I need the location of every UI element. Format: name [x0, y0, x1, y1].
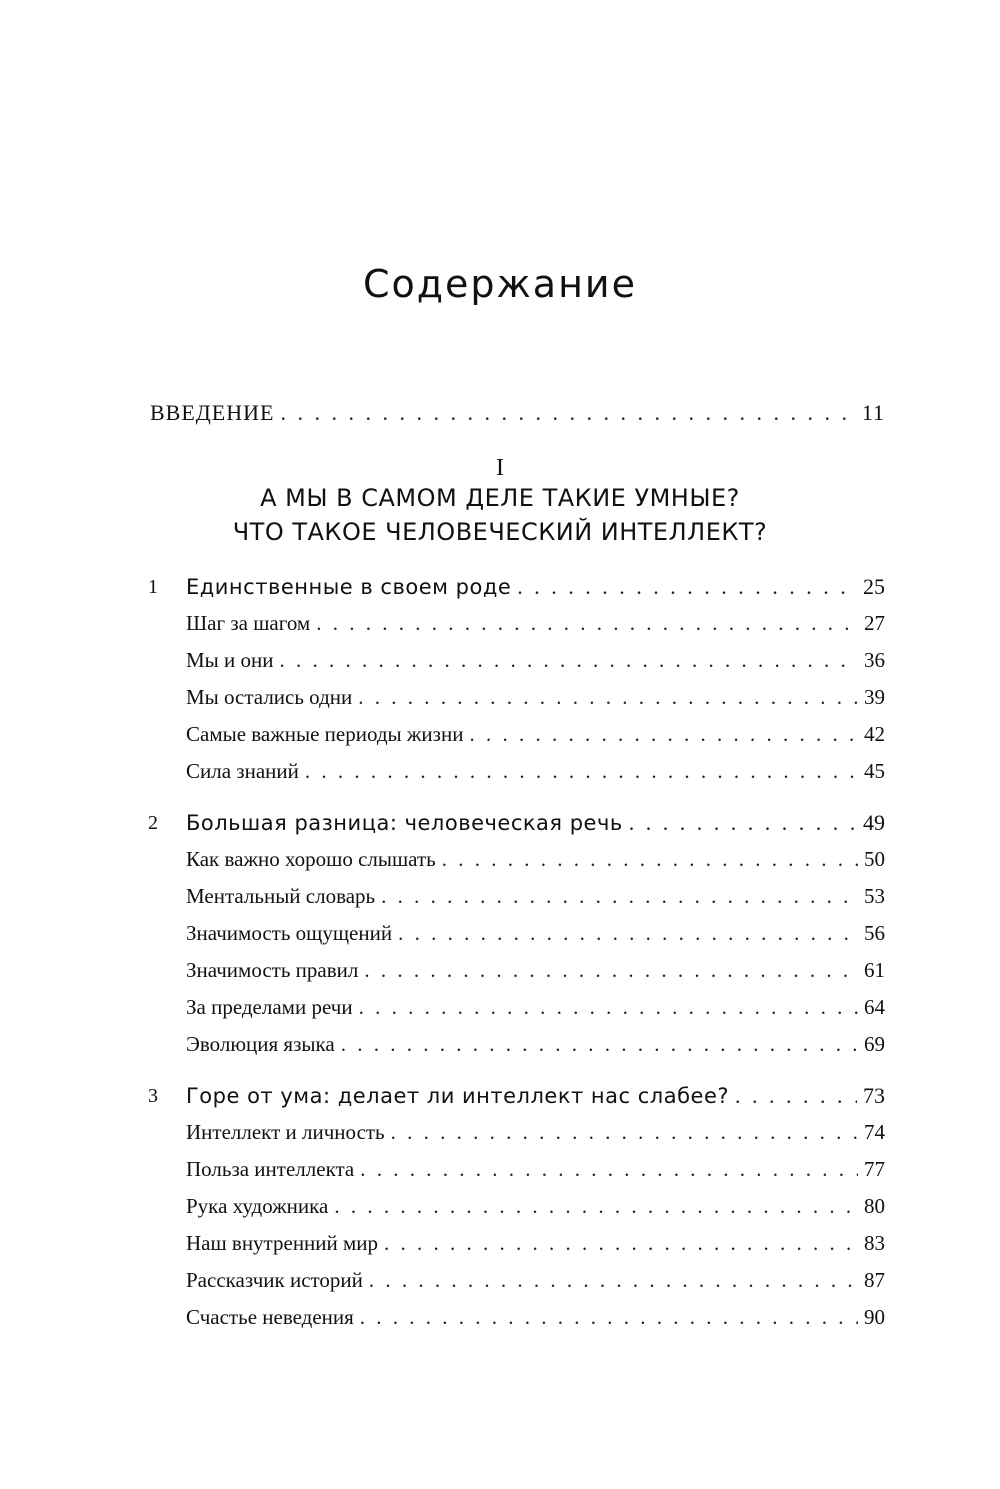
- section-entry: [186, 722, 885, 747]
- dot-leader: [442, 847, 858, 872]
- entry-page-number: 53: [864, 884, 885, 908]
- chapter-entry: [186, 574, 885, 600]
- part-number: I: [496, 455, 504, 481]
- entry-page-number: 39: [864, 685, 885, 709]
- section-entry: [186, 685, 885, 710]
- section-entry: [186, 847, 885, 872]
- dot-leader: [305, 759, 858, 784]
- entry-page-number: 50: [864, 847, 885, 871]
- entry-page-number: 56: [864, 921, 885, 945]
- chapter-number: 3: [148, 1085, 158, 1107]
- entry-page-number: 49: [863, 810, 885, 835]
- part-title-line-1: А МЫ В САМОМ ДЕЛЕ ТАКИЕ УМНЫЕ?: [260, 484, 740, 512]
- page-title: Содержание: [363, 262, 637, 306]
- section-title: Эволюция языка: [186, 1032, 335, 1056]
- part-title-line-2: ЧТО ТАКОЕ ЧЕЛОВЕЧЕСКИЙ ИНТЕЛЛЕКТ?: [232, 518, 768, 546]
- entry-page-number: 83: [864, 1231, 885, 1255]
- chapter-title: Большая разница: человеческая речь: [186, 811, 623, 835]
- section-entry: [186, 1305, 885, 1330]
- section-entry: [186, 1194, 885, 1219]
- section-title: Интеллект и личность: [186, 1120, 385, 1144]
- chapter-title: Горе от ума: делает ли интеллект нас слабее?: [186, 1084, 730, 1108]
- dot-leader: [316, 611, 858, 636]
- dot-leader: [629, 810, 857, 836]
- dot-leader: [735, 1083, 857, 1109]
- dot-leader: [358, 685, 858, 710]
- entry-title: ВВЕДЕНИЕ: [150, 400, 275, 425]
- entry-page-number: 45: [864, 759, 885, 783]
- entry-page-number: 87: [864, 1268, 885, 1292]
- entry-page-number: 90: [864, 1305, 885, 1329]
- chapter-number: 2: [148, 812, 158, 834]
- dot-leader: [280, 400, 855, 426]
- section-entry: [186, 1157, 885, 1182]
- entry-page-number: 11: [861, 400, 885, 425]
- section-title: Сила знаний: [186, 759, 299, 783]
- dot-leader: [364, 958, 858, 983]
- entry-page-number: 80: [864, 1194, 885, 1218]
- dot-leader: [384, 1231, 858, 1256]
- dot-leader: [360, 1305, 858, 1330]
- entry-page-number: 25: [863, 574, 885, 599]
- section-title: Шаг за шагом: [186, 611, 311, 635]
- entry-page-number: 42: [864, 722, 885, 746]
- section-entry: [186, 1231, 885, 1256]
- dot-leader: [517, 574, 857, 600]
- section-entry: [186, 921, 885, 946]
- section-title: Мы остались одни: [186, 685, 353, 709]
- section-entry: [186, 611, 885, 636]
- chapter-number: 1: [148, 576, 158, 598]
- section-title: За пределами речи: [186, 995, 353, 1019]
- section-title: Ментальный словарь: [186, 884, 376, 908]
- dot-leader: [280, 648, 859, 673]
- section-title: Мы и они: [186, 648, 274, 672]
- section-title: Счастье неведения: [186, 1305, 354, 1329]
- section-title: Значимость ощущений: [186, 921, 393, 945]
- dot-leader: [341, 1032, 858, 1057]
- entry-page-number: 69: [864, 1032, 885, 1056]
- dot-leader: [469, 722, 858, 747]
- chapter-entry: [186, 810, 885, 836]
- section-title: Рассказчик историй: [186, 1268, 363, 1292]
- dot-leader: [398, 921, 858, 946]
- section-entry: [186, 995, 885, 1020]
- dot-leader: [391, 1120, 858, 1145]
- section-title: Как важно хорошо слышать: [186, 847, 436, 871]
- section-title: Самые важные периоды жизни: [186, 722, 464, 746]
- entry-page-number: 27: [864, 611, 885, 635]
- entry-page-number: 77: [864, 1157, 885, 1181]
- section-entry: [186, 1032, 885, 1057]
- chapter-title: Единственные в своем роде: [186, 575, 512, 599]
- section-entry: [186, 1268, 885, 1293]
- dot-leader: [360, 1157, 858, 1182]
- section-entry: [186, 648, 885, 673]
- section-entry: [186, 884, 885, 909]
- section-entry: [186, 759, 885, 784]
- entry-page-number: 36: [864, 648, 885, 672]
- section-title: Польза интеллекта: [186, 1157, 355, 1181]
- entry-page-number: 73: [863, 1083, 885, 1108]
- entry-page-number: 64: [864, 995, 885, 1019]
- section-entry: [186, 958, 885, 983]
- toc-entry-introduction: [150, 400, 885, 426]
- section-title: Значимость правил: [186, 958, 359, 982]
- dot-leader: [334, 1194, 858, 1219]
- part-heading: [0, 455, 1000, 549]
- section-title: Рука художника: [186, 1194, 329, 1218]
- chapter-entry: [186, 1083, 885, 1109]
- section-entry: [186, 1120, 885, 1145]
- dot-leader: [381, 884, 858, 909]
- entry-page-number: 74: [864, 1120, 885, 1144]
- dot-leader: [369, 1268, 858, 1293]
- dot-leader: [359, 995, 858, 1020]
- entry-page-number: 61: [864, 958, 885, 982]
- section-title: Наш внутренний мир: [186, 1231, 379, 1255]
